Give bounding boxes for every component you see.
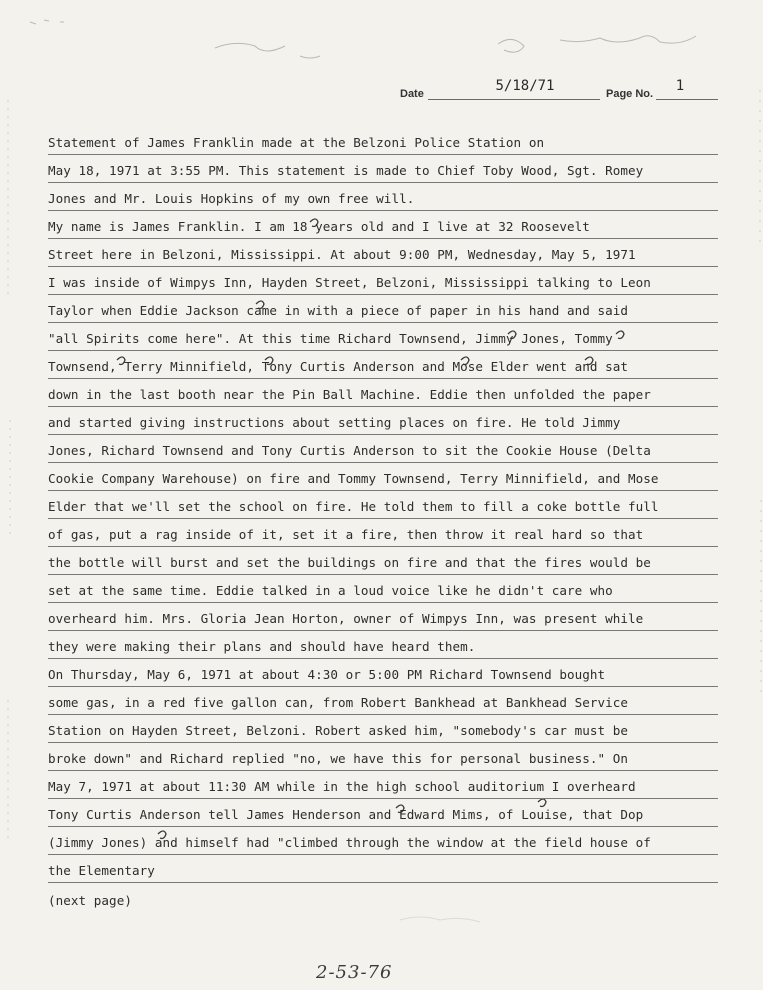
page-number-label: Page No. — [606, 88, 654, 100]
statement-line: some gas, in a red five gallon can, from Robert Bankhead at Bankhead Service — [48, 694, 718, 715]
statement-line: and started giving instructions about setting places on fire. He told Jimmy — [48, 414, 718, 435]
statement-line: Station on Hayden Street, Belzoni. Robert asked him, "somebody's car must be — [48, 722, 718, 743]
statement-line: On Thursday, May 6, 1971 at about 4:30 or 5:00 PM Richard Townsend bought — [48, 666, 718, 687]
date-underline — [428, 99, 600, 100]
statement-line: I was inside of Wimpys Inn, Hayden Street, Belzoni, Mississippi talking to Leon — [48, 274, 718, 295]
statement-line: "all Spirits come here". At this time Richard Townsend, Jimmy Jones, Tommy — [48, 330, 718, 351]
statement-line: broke down" and Richard replied "no, we have this for personal business." On — [48, 750, 718, 771]
statement-line: Jones and Mr. Louis Hopkins of my own free will. — [48, 190, 718, 211]
statement-line: of gas, put a rag inside of it, set it a fire, then throw it real hard so that — [48, 526, 718, 547]
statement-line: Elder that we'll set the school on fire. He told them to fill a coke bottle full — [48, 498, 718, 519]
statement-line: overheard him. Mrs. Gloria Jean Horton, owner of Wimpys Inn, was present while — [48, 610, 718, 631]
date-label: Date — [400, 88, 424, 100]
statement-line: May 7, 1971 at about 11:30 AM while in the high school auditorium I overheard — [48, 778, 718, 799]
statement-line: the bottle will burst and set the buildings on fire and that the fires would be — [48, 554, 718, 575]
statement-line: the Elementary — [48, 862, 718, 883]
page-number-value: 1 — [675, 78, 685, 94]
statement-line: Taylor when Eddie Jackson came in with a piece of paper in his hand and said — [48, 302, 718, 323]
statement-line: Tony Curtis Anderson tell James Henderson and Edward Mims, of Louise, that Dop — [48, 806, 718, 827]
statement-line: they were making their plans and should have heard them. — [48, 638, 718, 659]
statement-line: (Jimmy Jones) and himself had "climbed through the window at the field house of — [48, 834, 718, 855]
statement-line: Statement of James Franklin made at the Belzoni Police Station on — [48, 134, 718, 155]
next-page-note: (next page) — [48, 893, 132, 908]
statement-line: Street here in Belzoni, Mississippi. At about 9:00 PM, Wednesday, May 5, 1971 — [48, 246, 718, 267]
date-value: 5/18/71 — [495, 78, 555, 94]
statement-line: May 18, 1971 at 3:55 PM. This statement is made to Chief Toby Wood, Sgt. Romey — [48, 162, 718, 183]
handwritten-file-number: 2-53-76 — [316, 962, 393, 983]
statement-line: Jones, Richard Townsend and Tony Curtis Anderson to sit the Cookie House (Delta — [48, 442, 718, 463]
statement-line: set at the same time. Eddie talked in a loud voice like he didn't care who — [48, 582, 718, 603]
statement-line: Cookie Company Warehouse) on fire and Tommy Townsend, Terry Minnifield, and Mose — [48, 470, 718, 491]
page-number-underline — [656, 99, 718, 100]
statement-line: My name is James Franklin. I am 18 years old and I live at 32 Roosevelt — [48, 218, 718, 239]
statement-line: Townsend, Terry Minnifield, Tony Curtis Anderson and Mose Elder went and sat — [48, 358, 718, 379]
statement-line: down in the last booth near the Pin Ball Machine. Eddie then unfolded the paper — [48, 386, 718, 407]
